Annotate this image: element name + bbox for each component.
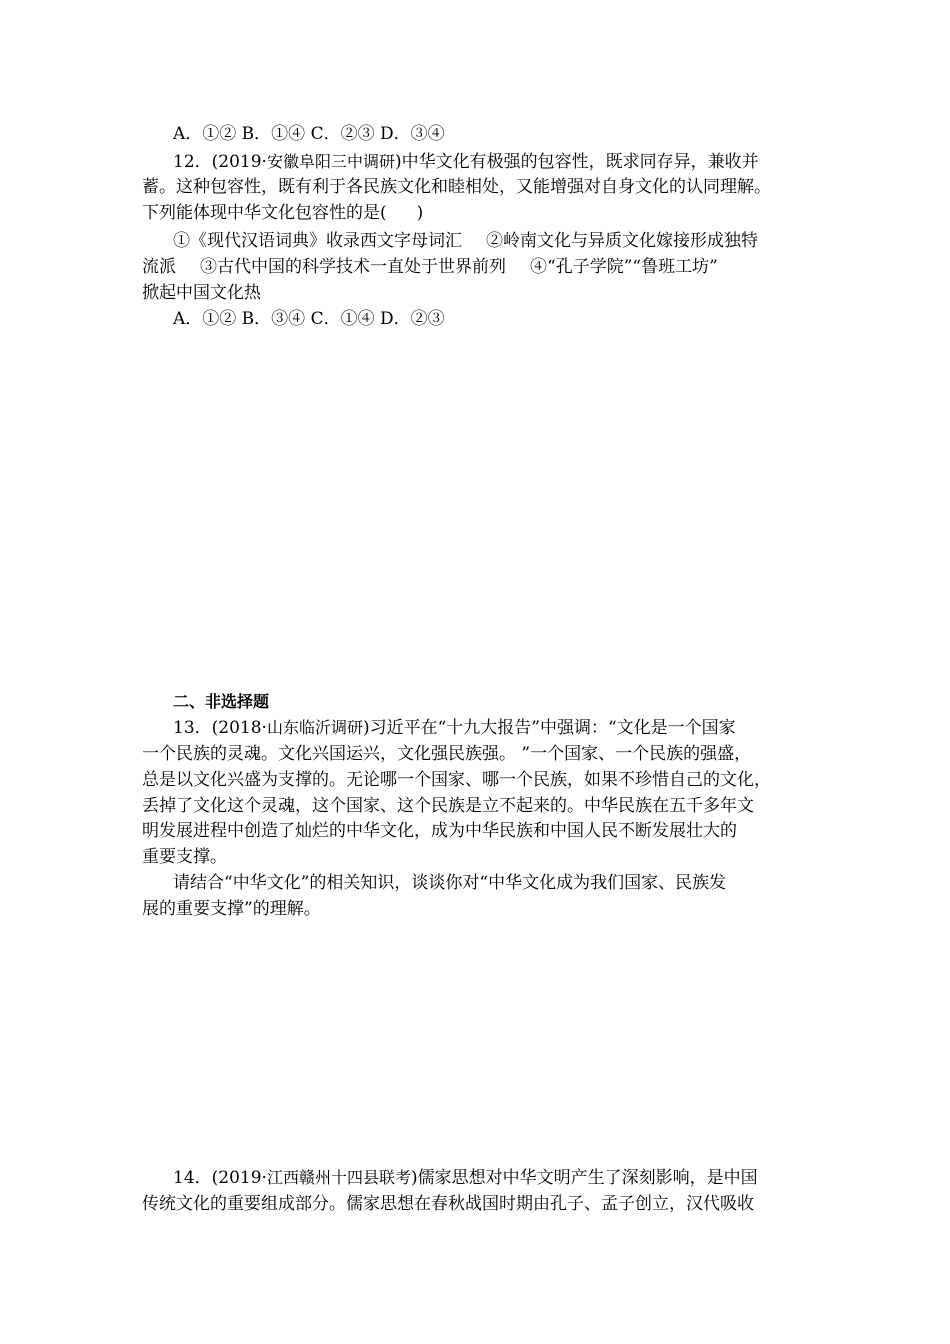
q13-line-5: 明发展进程中创造了灿烂的中华文化，成为中华民族和中国人民不断发展壮大的 [142,821,737,841]
q12-item-2-cont: 流派 [142,257,176,277]
q12-item-3: ③古代中国的科学技术一直处于世界前列 [200,257,506,277]
q12-options: A．①② B．③④ C．①④ D．②③ [173,309,445,329]
q12-source: 安徽阜阳三中调研 [266,152,395,171]
q14-number: 14．(2019· [173,1168,267,1188]
q12-stem-line-3 [142,201,423,225]
q13-line-2: 一个民族的灵魂。文化兴国运兴，文化强民族强。 ”一个国家、一个民族的强盛， [142,744,752,764]
q13-text: )习近平在“十九大报告”中强调：“文化是一个国家 [362,718,736,738]
q14-line-2: 传统文化的重要组成部分。儒家思想在春秋战国时期由孔子、孟子创立，汉代吸收 [142,1194,754,1214]
q13-ask-line-1: 请结合“中华文化”的相关知识，谈谈你对“中华文化成为我们国家、民族发 [173,873,727,893]
q14-line-1 [173,1166,758,1190]
q12-stem-line-1 [173,150,759,174]
q12-stem-line-2: 蓄。这种包容性，既有利于各民族文化和睦相处，又能增强对自身文化的认同理解。 [142,177,771,197]
q13-number: 13．(2018· [173,718,267,738]
q12-question: 下列能体现中华文化包容性的是( [142,203,387,223]
q12-item-1: ①《现代汉语词典》收录西文字母词汇 [173,231,462,251]
q12-number: 12．(2019· [173,152,267,172]
q12-items-line-3: 掀起中国文化热 [142,283,261,303]
q12-item-2: ②岭南文化与异质文化嫁接形成独特 [486,231,758,251]
q13-line-3: 总是以文化兴盛为支撑的。无论哪一个国家、哪一个民族，如果不珍惜自己的文化， [142,770,771,790]
q12-items-line-2 [142,255,718,279]
q11-options: A．①② B．①④ C．②③ D．③④ [173,124,445,144]
q13-line-6: 重要支撑。 [142,847,227,867]
q13-ask-line-2: 展的重要支撑”的理解。 [142,899,321,919]
section-heading: 二、非选择题 [173,692,270,711]
q14-source: 江西赣州十四县联考 [266,1168,411,1187]
q13-line-4: 丢掉了文化这个灵魂，这个国家、这个民族是立不起来的。中华民族在五千多年文 [142,796,754,816]
q13-source: 山东临沂调研 [266,718,363,737]
q13-line-1 [173,716,736,740]
q12-items-line-1 [173,229,758,253]
q14-text: )儒家思想对中华文明产生了深刻影响，是中国 [410,1168,758,1188]
q12-stem-text: )中华文化有极强的包容性，既求同存异，兼收并 [394,152,759,172]
q12-item-4: ④“孔子学院”“鲁班工坊” [530,257,718,277]
q12-close-paren: ) [416,203,424,223]
